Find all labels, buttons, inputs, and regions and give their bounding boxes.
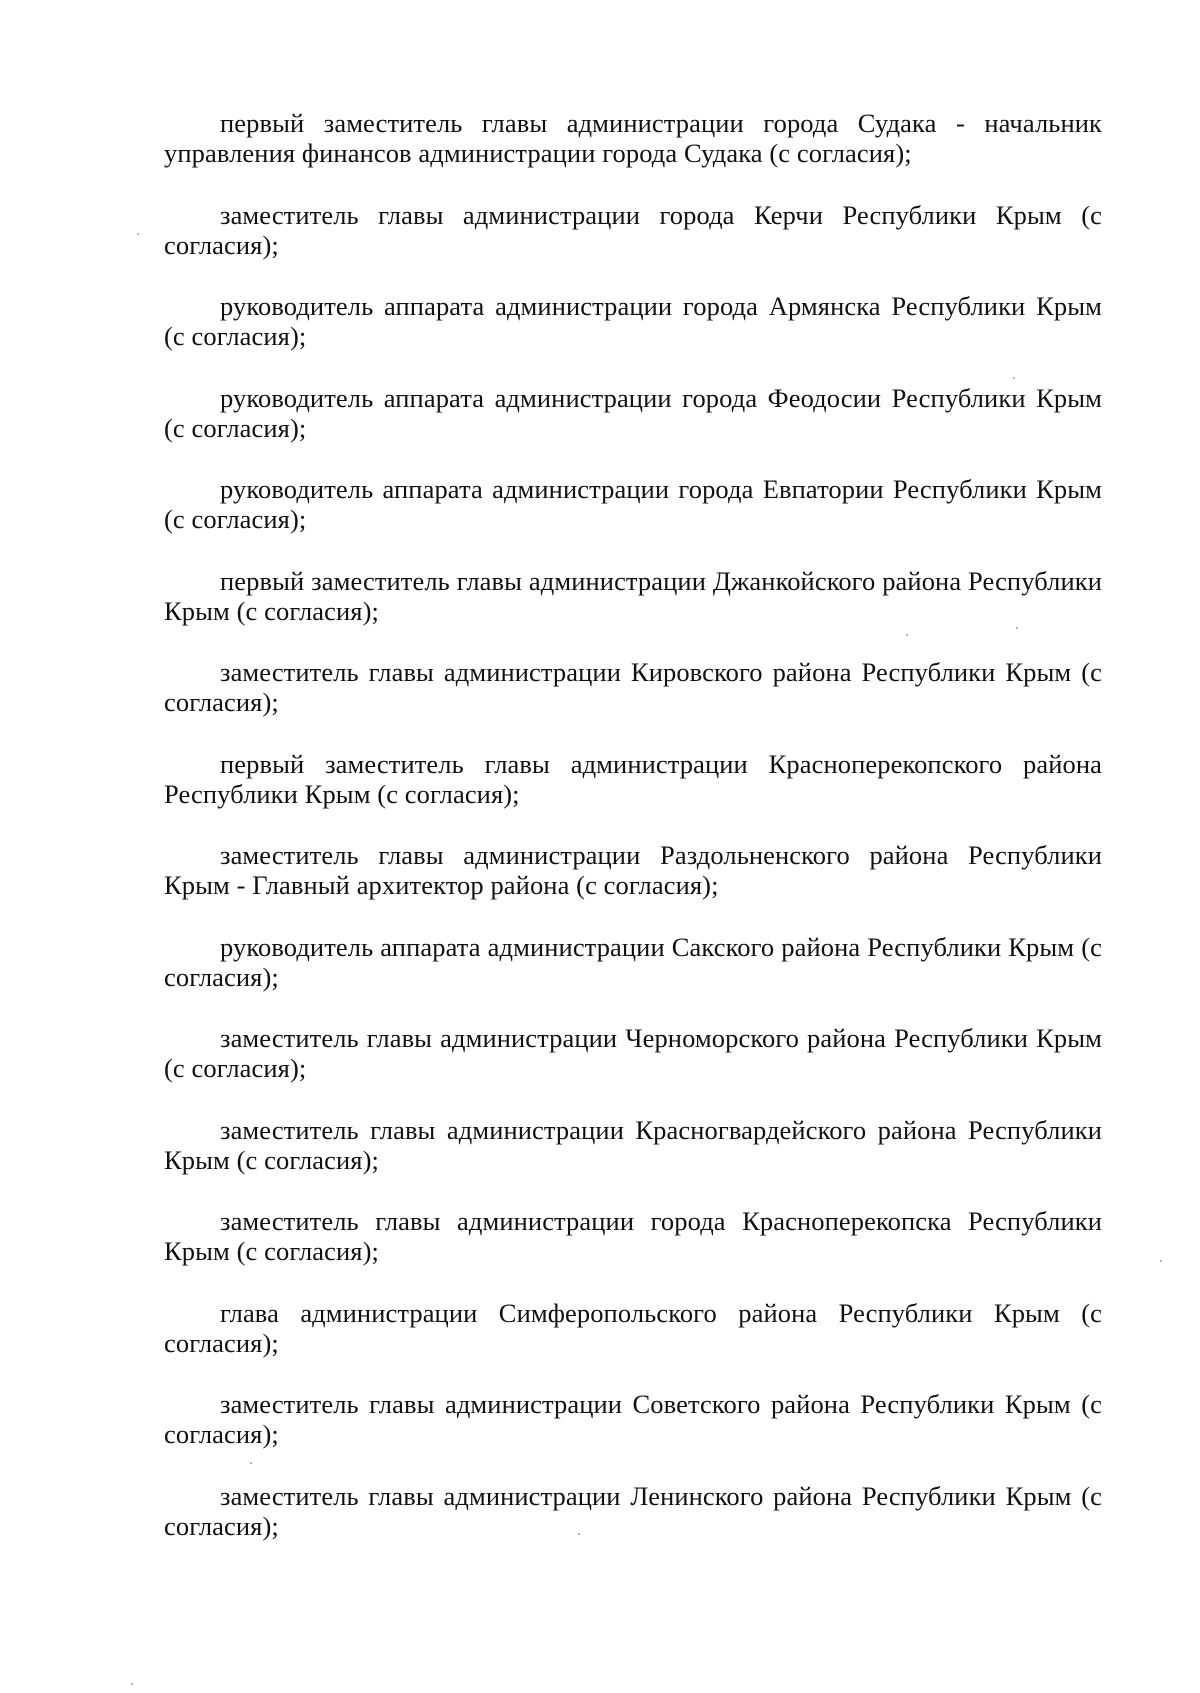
list-item: первый заместитель главы администрации Джанкойского района Республики Крым (с согласия); (164, 565, 1102, 626)
scan-speck (1160, 1260, 1162, 1262)
list-item: заместитель главы администрации Раздольненского района Республики Крым - Главный архитектор района (с согласия); (164, 840, 1102, 900)
scan-speck (131, 1683, 133, 1685)
list-item: руководитель аппарата администрации города Армянска Республики Крым (с согласия); (164, 291, 1102, 351)
list-item: заместитель главы администрации города Красноперекопска Республики Крым (с согласия); (164, 1206, 1102, 1266)
list-item: глава администрации Симферопольского района Республики Крым (с согласия); (164, 1297, 1102, 1358)
scan-speck (137, 233, 139, 235)
list-item: первый заместитель главы администрации Красноперекопского района Республики Крым (с согласия); (164, 748, 1102, 809)
list-item: заместитель главы администрации Советского района Республики Крым (с согласия); (164, 1389, 1102, 1449)
scan-speck (578, 1533, 580, 1535)
list-item: заместитель главы администрации Кировского района Республики Крым (с согласия); (164, 657, 1102, 717)
scan-speck (1016, 627, 1018, 629)
list-item: заместитель главы администрации города Керчи Республики Крым (с согласия); (164, 199, 1102, 260)
list-item: первый заместитель главы администрации города Судака - начальник управления финансов администрации города Судака (с согласия); (164, 108, 1102, 168)
list-item: руководитель аппарата администрации города Феодосии Республики Крым (с согласия); (164, 382, 1102, 443)
list-item: заместитель главы администрации Ленинского района Республики Крым (с согласия); (164, 1480, 1102, 1541)
list-item: заместитель главы администрации Черноморского района Республики Крым (с согласия); (164, 1023, 1102, 1083)
scan-speck (1013, 377, 1015, 379)
document-body (164, 108, 1102, 1572)
scan-speck (906, 634, 908, 636)
list-item: заместитель главы администрации Красногвардейского района Республики Крым (с согласия); (164, 1114, 1102, 1175)
scan-speck (250, 1462, 252, 1464)
list-item: руководитель аппарата администрации города Евпатории Республики Крым (с согласия); (164, 474, 1102, 534)
list-item: руководитель аппарата администрации Сакского района Республики Крым (с согласия); (164, 931, 1102, 992)
